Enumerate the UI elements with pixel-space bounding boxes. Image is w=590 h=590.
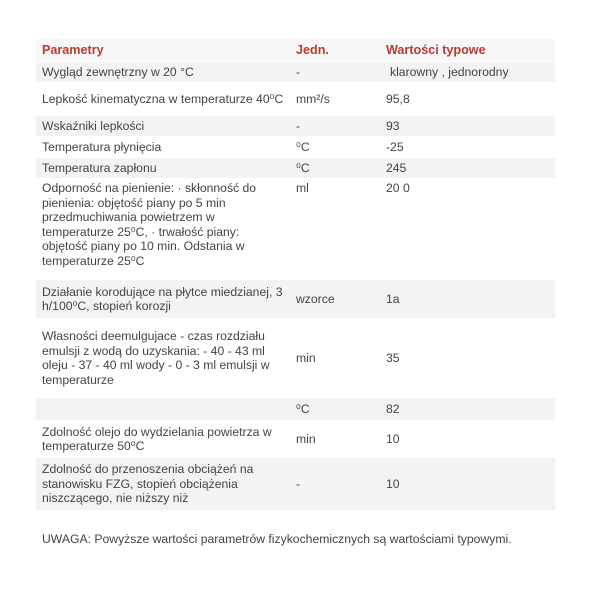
unit-cell: ⁰C [290, 398, 380, 420]
param-cell: Własności deemulgujace - czas rozdziału emulsji z wodą do uzyskania: - 40 - 43 ml oleju - 37 - 40 ml wody - 0 - 3 ml emulsji w temperaturze [36, 319, 290, 397]
unit-cell: - [290, 116, 380, 136]
unit-cell: mm²/s [290, 83, 380, 115]
value-cell: -25 [380, 137, 555, 157]
value-cell: 82 [380, 398, 555, 420]
param-cell [36, 398, 290, 420]
table-row [36, 458, 555, 510]
unit-cell: ⁰C [290, 158, 380, 178]
unit-cell: - [290, 458, 380, 510]
param-cell: Zdolność olejo do wydzielania powietrza w temperaturze 50⁰C [36, 421, 290, 457]
param-cell: Temperatura zapłonu [36, 158, 290, 178]
table-row [36, 421, 555, 457]
table-row [36, 62, 555, 82]
param-cell: Odporność na pienienie: · skłonność do pienienia: objętość piany po 5 min przedmuchiwania powietrzem w temperaturze 25⁰C, · trwałość piany: objętość piany po 10 min. Odstania w temperaturze 25⁰C [36, 179, 290, 279]
unit-cell: ml [290, 179, 380, 279]
header-jedn: Jedn. [290, 39, 380, 61]
param-cell: Temperatura płynięcia [36, 137, 290, 157]
header-parametry: Parametry [36, 39, 290, 61]
unit-cell: - [290, 62, 380, 82]
param-cell: Wygląd zewnętrzny w 20 °C [36, 62, 290, 82]
param-cell: Działanie korodujące na płytce miedzianej, 3 h/100⁰C, stopień korozji [36, 280, 290, 318]
value-cell: 93 [380, 116, 555, 136]
table-row [36, 116, 555, 136]
footnote-note: UWAGA: Powyższe wartości parametrów fizykochemicznych są wartościami typowymi. [42, 532, 512, 546]
table-row [36, 319, 555, 397]
table-row [36, 83, 555, 115]
header-wartosci: Wartości typowe [380, 39, 555, 61]
value-cell: 1a [380, 280, 555, 318]
param-cell: Zdolność do przenoszenia obciążeń na stanowisku FZG, stopień obciążenia niszczącego, nie niższy niż [36, 458, 290, 510]
table-row [36, 398, 555, 420]
value-cell: 35 [380, 319, 555, 397]
table-row [36, 137, 555, 157]
param-cell: Wskaźniki lepkości [36, 116, 290, 136]
table-row [36, 158, 555, 178]
value-cell: klarowny , jednorodny [380, 62, 555, 82]
unit-cell: wzorce [290, 280, 380, 318]
value-cell: 10 [380, 458, 555, 510]
unit-cell: min [290, 319, 380, 397]
table-row [36, 179, 555, 279]
table-header-row [36, 39, 555, 61]
value-cell: 20 0 [380, 179, 555, 279]
value-cell: 95,8 [380, 83, 555, 115]
value-cell: 245 [380, 158, 555, 178]
unit-cell: ⁰C [290, 137, 380, 157]
parameters-table [36, 38, 555, 511]
table-row [36, 280, 555, 318]
value-cell: 10 [380, 421, 555, 457]
unit-cell: min [290, 421, 380, 457]
param-cell: Lepkość kinematyczna w temperaturze 40⁰C [36, 83, 290, 115]
